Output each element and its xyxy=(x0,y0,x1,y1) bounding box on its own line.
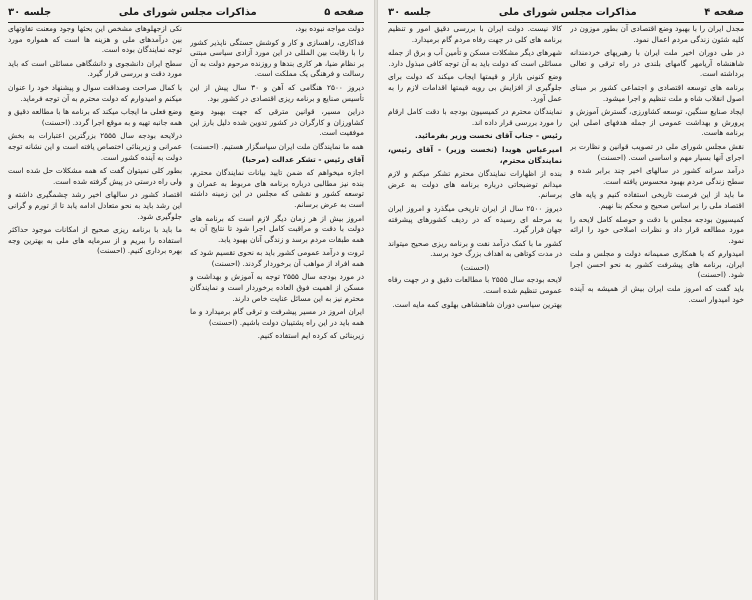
paragraph: امروز بیش از هر زمان دیگر لازم است که برنامه های دولت با دقت و مراقبت کامل اجرا شود تا نتایج آن به همه طبقات مردم برسد و زندگی آنان بهبود یابد. xyxy=(190,213,364,244)
paragraph: ثروت و درآمد عمومی کشور باید به نحوی تقسیم شود که همه افراد از مواهب آن برخوردار گردند. (احسنت) xyxy=(190,248,364,268)
paragraph: شهرهای دیگر مشکلات مسکن و تأمین آب و برق از جمله مسائلی است که دولت باید به آن توجه کافی مبذول دارد. xyxy=(388,48,562,68)
paragraph: اقتصاد کشور در سالهای اخیر رشد چشمگیری داشته و این رشد باید به نحو متعادل ادامه یابد تا از تورم و گرانی جلوگیری شود. xyxy=(8,190,182,221)
paragraph: درآمد سرانه کشور در سالهای اخیر چند برابر شده و سطح زندگی مردم بهبود محسوس یافته است. xyxy=(570,166,744,186)
paragraph: باید گفت که امروز ملت ایران بیش از همیشه به آینده خود امیدوار است. xyxy=(570,284,744,304)
paragraph: دولت مواجه نبوده بود، xyxy=(295,24,364,33)
paragraph: کمیسیون بودجه مجلس با دقت و حوصله کامل لایحه را مورد مطالعه قرار داد و نظرات اصلاحی خود را ارائه نمود. xyxy=(570,214,744,245)
right-page-header xyxy=(388,4,744,20)
speaker-line: رئیس - جناب آقای نخست وزیر بفرمائید. xyxy=(414,131,562,141)
paragraph: زیربنائی که کرده ایم استفاده کنیم. xyxy=(257,331,364,341)
paragraph: در مورد بودجه سال ۲۵۵۵ توجه به آموزش و بهداشت و مسکن از اهمیت فوق العاده برخوردار است و نمایندگان محترم نیز به این مسائل عنایت خاص دارند. xyxy=(190,272,364,303)
paragraph: دراین مسیر، قوانین مترقی که جهت بهبود وضع کشاورزان و کارگران در کشور تدوین شده دلیل بارز این موفقیت است. xyxy=(190,107,364,138)
right-page-columns xyxy=(388,24,744,594)
paragraph: بنده از اظهارات نمایندگان محترم تشکر میکنم و لازم میدانم توضیحاتی درباره برنامه های دولت به عرض برسانم. xyxy=(388,169,562,200)
paragraph: دیروز ۲۵۰۰ هنگامی که آهن و ۳۰ سال پیش از این تأسیس صنایع و برنامه ریزی اقتصادی در کشور بود. xyxy=(190,82,364,103)
paragraph: اجازه میخواهم که ضمن تایید بیانات نمایندگان محترم، بنده نیز مطالبی درباره برنامه های مربوط به عمران و توسعه کشور و نقشی که مجلس در این زمینه داشته است به عرض برسانم. xyxy=(190,168,364,209)
left-page-header xyxy=(8,4,364,20)
paragraph: کشور ما با کمک درآمد نفت و برنامه ریزی صحیح میتواند در مدت کوتاهی به اهداف بزرگ خود برسد. xyxy=(388,238,562,259)
paragraph: درلایحه بودجه سال ۲۵۵۵ بزرگترین اعتبارات به بخش عمرانی و زیربنائی اختصاص یافته است و این نشانه توجه دولت به آینده کشور است. xyxy=(8,131,182,162)
left-page-label: صفحه ۵ xyxy=(324,6,364,18)
header-rule xyxy=(8,22,364,23)
left-page-title: مذاکرات مجلس شورای ملی xyxy=(118,6,257,18)
paragraph: لایحه بودجه سال ۲۵۵۵ با مطالعات دقیق و در جهت رفاه عمومی تنظیم شده است. xyxy=(388,275,562,296)
paragraph: سطح ایران دانشجوی و دانشگاهی مسائلی است که باید مورد دقت و بررسی قرار گیرد. xyxy=(8,58,182,79)
paragraph: وضع فعلی ما ایجاب میکند که برنامه ها با مطالعه دقیق و همه جانبه تهیه و به موقع اجرا گردد. (احسنت) xyxy=(8,107,182,127)
speaker-line: آقای رئیس - تشکر عدالت (مرحبا) xyxy=(241,154,364,164)
paragraph: بهترین سیاسی دوران شاهنشاهی بهلوی کمه مایه است. xyxy=(392,299,562,309)
paragraph: بطور کلی نمیتوان گفت که همه مشکلات حل شده است ولی راه درستی در پیش گرفته شده است. xyxy=(8,166,182,186)
paragraph: ما باید با برنامه ریزی صحیح از امکانات موجود حداکثر استفاده را ببریم و از سرمایه های ملی به بهترین وجه بهره برداری کنیم. (احسنت) xyxy=(8,225,182,256)
speaker-line: امیرعباس هویدا (نخست وزیر) - آقای رئیس، نمایندگان محترم، xyxy=(388,144,562,165)
paragraph: مجدل ایران را با بهبود وضع اقتصادی آن بطور موزون در کلیه شئون زندگی مردم اعمال نمود. xyxy=(570,24,744,44)
left-page-columns xyxy=(8,24,364,594)
left-page-col-right xyxy=(190,24,364,594)
left-session-label: جلسه ۳۰ xyxy=(8,6,52,18)
paragraph: با کمال صراحت وصداقت سوال و پیشنهاد خود را عنوان میکنم و امیدوارم که دولت محترم به آن توجه فرماید. xyxy=(8,82,182,103)
paragraph: ما باید از این فرصت تاریخی استفاده کنیم و پایه های اقتصاد ملی را بر اساس صحیح و محکم بنا نهیم. xyxy=(570,190,744,210)
paragraph: نکی ازجهلوهای مشخص این بحثها وجود ومعنت تفاوتهای بین درآمدهای ملی و هزینه ها است که همواره مورد توجه نمایندگان بوده است. xyxy=(8,24,182,55)
paragraph: فداکاری، راهسازی و کار و کوشش حستگی ناپذیر کشور را با رقابت بین المللی در این مورد آزادی سیاسی مبتنی بر نظام ضیا، هر کاری بندها و روزنده مرحوم دولت به آن رسالت و فرهنگی یک مملکت است. xyxy=(190,37,364,79)
right-page-title: مذاکرات مجلس شورای ملی xyxy=(498,6,637,18)
paragraph: دیروز ۲۵۰۰ سال از ایران تاریخی میگذرد و امروز ایران به مرحله ای رسیده که در ردیف کشورهای پیشرفته جهان قرار گیرد. xyxy=(388,203,562,235)
paragraph: برنامه های توسعه اقتصادی و اجتماعی کشور بر مبنای اصول انقلاب شاه و ملت تنظیم و اجرا میشود. xyxy=(570,82,744,103)
paragraph: امیدوارم که با همکاری صمیمانه دولت و مجلس و ملت ایران، برنامه های پیشرفت کشور به نحو احسن اجرا شود. (احسنت) xyxy=(570,249,744,280)
paragraph: ایران امروز در مسیر پیشرفت و ترقی گام برمیدارد و ما همه باید در این راه پشتیبان دولت باشیم. (احسنت) xyxy=(190,307,364,327)
right-session-label: جلسه ۳۰ xyxy=(388,6,432,18)
paragraph: (احسنت) xyxy=(460,262,490,272)
left-page xyxy=(0,0,372,600)
right-page-col-left xyxy=(388,24,562,594)
header-rule xyxy=(388,22,744,23)
paragraph: نقش مجلس شورای ملی در تصویب قوانین و نظارت بر اجرای آنها بسیار مهم و اساسی است. (احسنت) xyxy=(570,141,744,162)
right-page-label: صفحه ۴ xyxy=(704,6,744,18)
right-page xyxy=(380,0,752,600)
paragraph: همه ما نمایندگان ملت ایران سپاسگزار هستیم. (احسنت) xyxy=(190,141,364,151)
paragraph: نمایندگان محترم در کمیسیون بودجه با دقت کامل ارقام را مورد بررسی قرار داده اند. xyxy=(388,107,562,127)
paragraph: در طی دوران اخیر ملت ایران با رهبریهای خردمندانه شاهنشاه آریامهر گامهای بلندی در راه ترقی و تعالی برداشته است. xyxy=(570,48,744,79)
right-page-col-right xyxy=(570,24,744,594)
left-page-col-left xyxy=(8,24,182,594)
book-gutter xyxy=(374,0,378,600)
paragraph: ایجاد صنایع سنگین، توسعه کشاورزی، گسترش آموزش و پرورش و بهداشت عمومی از جمله هدفهای اصلی این برنامه هاست. xyxy=(570,107,744,138)
paragraph: کالا نیست. دولت ایران با بررسی دقیق امور و تنظیم برنامه های کلی در جهت رفاه مردم گام برمیدارد. xyxy=(388,24,562,44)
paragraph: وضع کنونی بازار و قیمتها ایجاب میکند که دولت برای جلوگیری از افزایش بی رویه قیمتها اقدامات لازم را به عمل آورد. xyxy=(388,72,562,103)
